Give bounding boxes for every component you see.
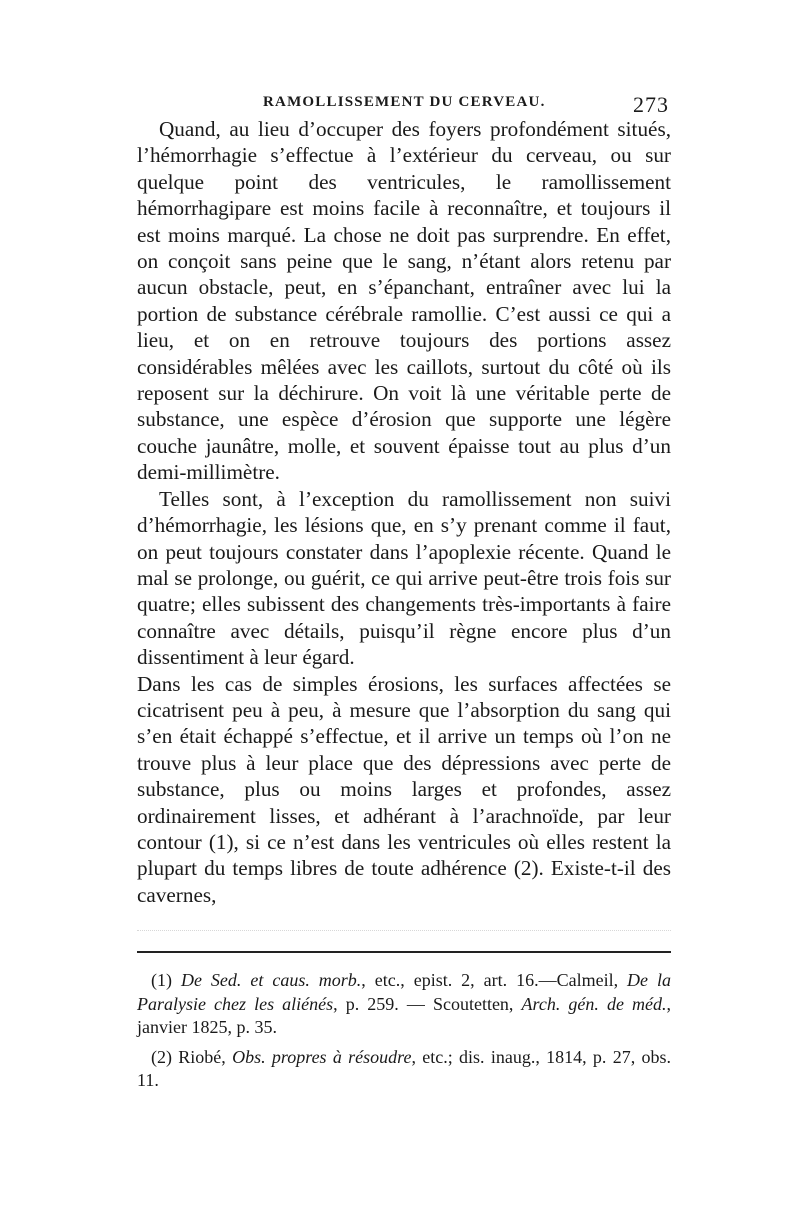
paragraph: Telles sont, à l’exception du ramollissement non suivi d’hémorrhagie, les lésions que, en s’y prenant comme il faut, on peut toujours constater dans l’apoplexie récente. Quand le mal se prolonge, ou guérit, ce qui arrive peut-être trois fois sur quatre; elles subissent des changements très-importants à faire connaître avec détails, puisqu’il règne encore plus d’un dissentiment à leur égard. xyxy=(137,486,671,670)
footnote-marker: (2) xyxy=(151,1046,172,1067)
citation-text: , etc.; dis. inaug., 1814, p. 27, obs. 11. xyxy=(137,1046,672,1091)
footnote-rule xyxy=(137,951,671,953)
footnote-2 xyxy=(137,1046,671,1093)
footnote-marker: (1) xyxy=(151,970,172,991)
citation-title: Arch. gén. de méd. xyxy=(521,993,667,1014)
page-number: 273 xyxy=(633,92,669,117)
citation-title: De la Paralysie chez les aliénés xyxy=(137,970,672,1014)
paragraph: Dans les cas de simples érosions, les surfaces affectées se cicatrisent peu à peu, à mesure que l’absorption du sang qui s’en était échappé s’effectue, et il arrive un temps où l’on ne trouve plus à leur place que des dépressions avec perte de substance, plus ou moins larges et profondes, assez ordinairement lisses, et adhérant à l’arachnoïde, par leur contour (1), si ce n’est dans les ventricules où elles restent la plupart du temps libres de toute adhérence (2). Existe-t-il des cavernes, xyxy=(137,671,671,907)
citation-text: , p. 259. — Scoutetten, xyxy=(333,993,514,1014)
page-header xyxy=(137,92,671,116)
citation-title: De Sed. et caus. morb. xyxy=(180,970,362,991)
bleed-through-line xyxy=(137,910,671,931)
footnote-1 xyxy=(137,969,671,1040)
body-text xyxy=(137,116,671,908)
citation-text: , etc., epist. 2, art. 16.—Calmeil, xyxy=(361,970,619,991)
citation-title: Obs. propres à résoudre xyxy=(232,1046,412,1067)
book-page xyxy=(137,92,671,1099)
paragraph: Quand, au lieu d’occuper des foyers profondément situés, l’hémorrhagie s’effectue à l’extérieur du cerveau, ou sur quelque point des ventricules, le ramollissement hémorrhagipare est moins facile à reconnaître, et toujours il est moins marqué. La chose ne doit pas surprendre. En effet, on conçoit sans peine que le sang, n’étant alors retenu par aucun obstacle, peut, en s’épanchant, entraîner avec lui la portion de substance cérébrale ramollie. C’est aussi ce qui a lieu, et on en retrouve toujours des portions assez considérables mêlées avec les caillots, surtout du côté où ils reposent sur la déchirure. On voit là une véritable perte de substance, une espèce d’érosion que supporte une légère couche jaunâtre, molle, et souvent épaisse tout au plus d’un demi-millimètre. xyxy=(137,117,671,485)
citation-text: , janvier 1825, p. 35. xyxy=(137,993,672,1038)
citation-author: Riobé, xyxy=(178,1046,226,1067)
footnotes xyxy=(137,969,671,1093)
running-title: RAMOLLISSEMENT DU CERVEAU. xyxy=(263,94,546,110)
